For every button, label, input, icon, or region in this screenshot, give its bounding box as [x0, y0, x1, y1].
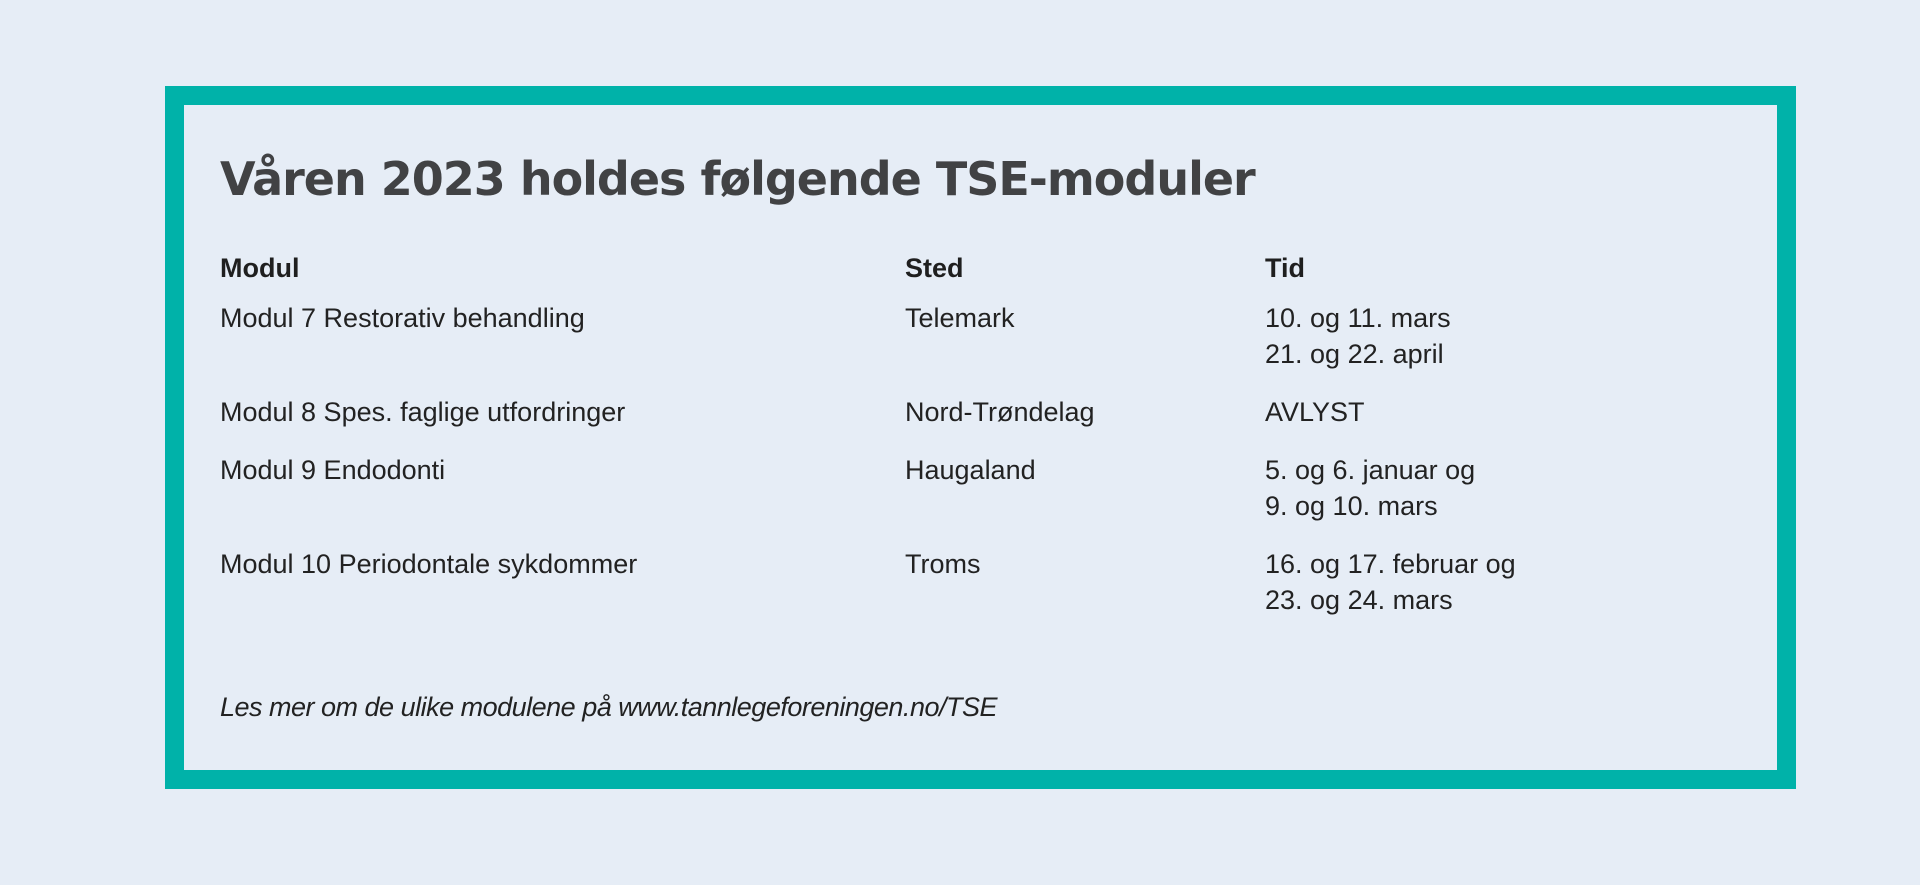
module-name: Modul 9 Endodonti	[220, 455, 446, 485]
module-place: Nord-Trøndelag	[905, 397, 1095, 427]
module-time-line: 5. og 6. januar og	[1265, 455, 1476, 485]
footer-note: Les mer om de ulike modulene på www.tannlegeforeningen.no/TSE	[220, 692, 997, 722]
header-module: Modul	[220, 253, 300, 283]
table-row	[220, 546, 1620, 618]
page-title: Våren 2023 holdes følgende TSE-moduler	[220, 152, 1255, 206]
module-time-line: 10. og 11. mars	[1265, 303, 1451, 333]
module-name: Modul 10 Periodontale sykdommer	[220, 549, 638, 579]
module-time-line: 21. og 22. april	[1265, 339, 1444, 369]
header-place: Sted	[905, 253, 964, 283]
module-place: Haugaland	[905, 455, 1036, 485]
module-time-line: 9. og 10. mars	[1265, 491, 1438, 521]
module-status-cancelled: AVLYST	[1265, 397, 1365, 427]
module-name: Modul 8 Spes. faglige utfordringer	[220, 397, 626, 427]
table-row	[220, 300, 1620, 372]
header-time: Tid	[1265, 253, 1305, 283]
module-name: Modul 7 Restorativ behandling	[220, 303, 585, 333]
module-time	[1265, 300, 1620, 372]
table-header-row	[220, 250, 1620, 286]
module-place: Telemark	[905, 303, 1015, 333]
module-time	[1265, 452, 1620, 524]
module-time-line: 23. og 24. mars	[1265, 585, 1453, 615]
module-place: Troms	[905, 549, 981, 579]
table-row	[220, 452, 1620, 524]
module-time-line: 16. og 17. februar og	[1265, 549, 1516, 579]
module-time	[1265, 394, 1620, 430]
info-panel	[165, 86, 1796, 789]
module-schedule-table	[220, 250, 1620, 640]
module-time	[1265, 546, 1620, 618]
table-row	[220, 394, 1620, 430]
